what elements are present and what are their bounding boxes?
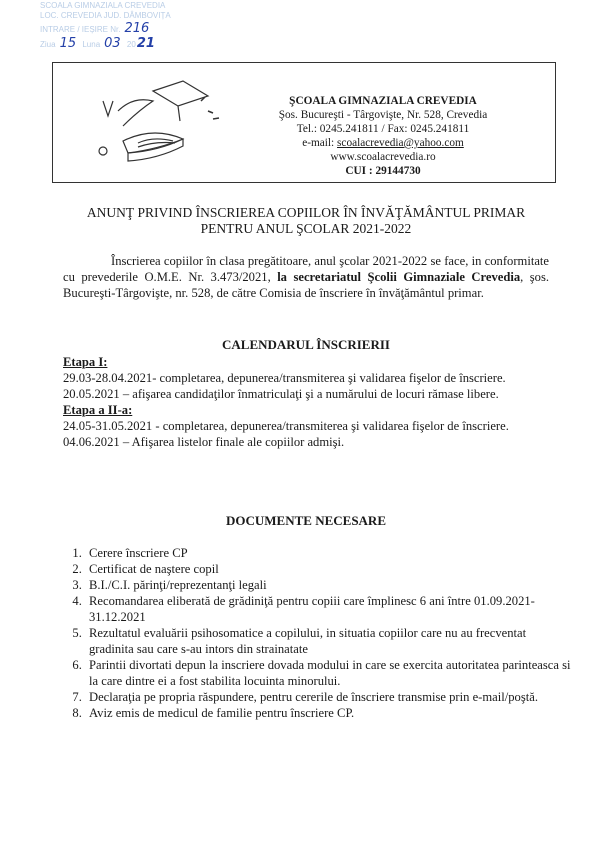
- stamp-number: 216: [124, 21, 150, 36]
- list-item: 3. B.I./C.I. părinţi/reprezentanţi legali: [85, 577, 571, 593]
- calendar-item: 29.03-28.04.2021- completarea, depunerea/transmiterea şi validarea fişelor de înscriere.: [63, 371, 506, 385]
- stamp-luna-label: Luna: [82, 40, 101, 49]
- stamp-year-prefix: 20: [126, 40, 136, 49]
- calendar-item: 24.05-31.05.2021 - completarea, depunerea/transmiterea şi validarea fişelor de înscriere.: [63, 419, 509, 433]
- title-line-2: PENTRU ANUL ŞCOLAR 2021-2022: [200, 221, 412, 236]
- school-cui: CUI : 29144730: [345, 165, 421, 177]
- intro-paragraph: [63, 253, 549, 301]
- list-item: 2. Certificat de naştere copil: [85, 561, 571, 577]
- email-link[interactable]: scoalacrevedia@yahoo.com: [337, 137, 464, 149]
- school-website[interactable]: www.scoalacrevedia.ro: [330, 151, 436, 163]
- stamp-line: SCOALA GIMNAZIALA CREVEDIA: [40, 1, 166, 10]
- stamp-day: 15: [59, 36, 77, 51]
- stamp-year: 21: [136, 36, 155, 51]
- stamp-line: LOC. CREVEDIA JUD. DÂMBOVIȚA: [40, 11, 171, 20]
- list-item: 1. Cerere înscriere CP: [85, 545, 571, 561]
- stamp-month: 03: [104, 36, 121, 51]
- list-item: 5. Rezultatul evaluării psihosomatice a copilului, in situatia copiilor care nu au frecventat gradinita sau care s-au intors din strainatate: [85, 625, 571, 657]
- document-title: [40, 205, 572, 237]
- intro-bold: la secretariatul Şcolii Gimnaziale Crevedia: [277, 270, 521, 284]
- letterhead: [52, 62, 556, 183]
- documents-list: [63, 545, 571, 721]
- intro-text-1: Înscrierea copiilor în clasa pregătitoare, anul şcolar 2021-2022 se face, in conformitate cu prevederile O.M.E. Nr. 3.473/2021,: [63, 254, 549, 284]
- documents-heading: DOCUMENTE NECESARE: [226, 513, 386, 528]
- registration-stamp: [40, 1, 190, 51]
- stamp-line: INTRARE / IEȘIRE Nr.: [40, 25, 121, 34]
- calendar-heading: CALENDARUL ÎNSCRIERII: [222, 337, 390, 352]
- intro-text-2: , şos. Bucureşti-Târgovişte, nr. 528, de către Comisia de înscriere în învăţământul primar.: [63, 270, 550, 300]
- stamp-ziua-label: Ziua: [40, 40, 56, 49]
- title-line-1: ANUNŢ PRIVIND ÎNSCRIEREA COPIILOR ÎN ÎNVĂŢĂMÂNTUL PRIMAR: [86, 205, 526, 220]
- list-item: 7. Declaraţia pe propria răspundere, pentru cererile de înscriere transmise prin e-mail/poştă.: [85, 689, 571, 705]
- school-name: ŞCOALA GIMNAZIALA CREVEDIA: [289, 95, 477, 107]
- list-item: 4. Recomandarea eliberată de grădiniţă pentru copiii care împlinesc 6 ani între 01.09.2021-31.12.2021: [85, 593, 571, 625]
- calendar-item: 04.06.2021 – Afişarea listelor finale ale copiilor admişi.: [63, 435, 345, 449]
- calendar-item: 20.05.2021 – afişarea candidaţilor înmatriculaţi şi a numărului de locuri rămase libere.: [63, 387, 499, 401]
- calendar-section: [63, 354, 549, 450]
- list-item: 8. Aviz emis de medicul de familie pentru înscriere CP.: [85, 705, 571, 721]
- school-phone: Tel.: 0245.241811 / Fax: 0245.241811: [296, 123, 470, 135]
- etapa-1-heading: Etapa I:: [63, 355, 108, 369]
- etapa-2-heading: Etapa a II-a:: [63, 403, 133, 417]
- list-item: 6. Parintii divortati depun la inscriere dovada modului in care se exercita autoritatea parinteasca si la care dintre ei a fost stabilita locuinta minorului.: [85, 657, 571, 689]
- school-logo-book-icon: [83, 71, 233, 171]
- school-address: Şos. Bucureşti - Târgovişte, Nr. 528, Crevedia: [278, 109, 488, 121]
- email-label: e-mail:: [302, 137, 338, 149]
